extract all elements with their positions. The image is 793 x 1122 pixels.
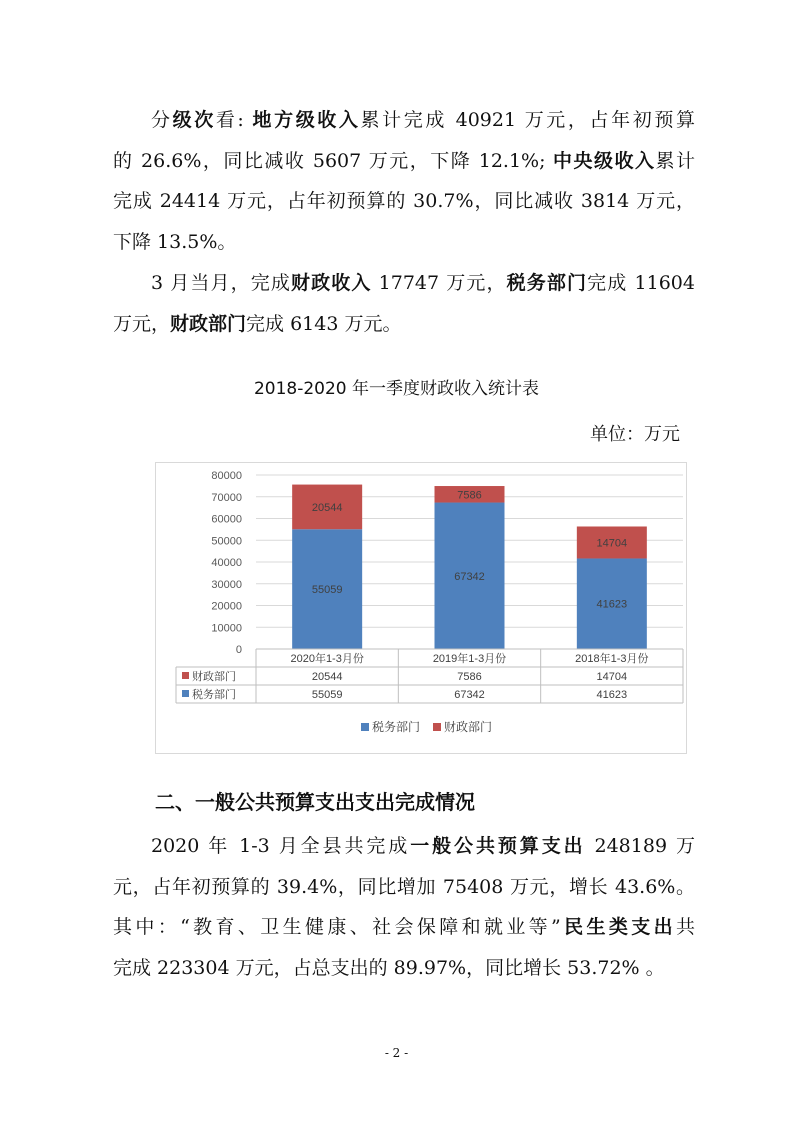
table-cell: 41623	[596, 689, 628, 701]
bold-text: 级次	[172, 109, 216, 131]
text: 分	[151, 109, 173, 131]
para3-line1	[113, 826, 695, 867]
table-cell: 67342	[454, 689, 485, 701]
table-cell: 7586	[457, 671, 482, 683]
para1-line1	[113, 100, 695, 141]
x-category-label: 2018年1-3月份	[575, 653, 649, 665]
y-tick-label: 10000	[211, 622, 242, 635]
y-tick-label: 80000	[211, 470, 242, 482]
section-heading: 二、一般公共预算支出支出完成情况	[155, 790, 475, 814]
chart-title: 2018-2020 年一季度财政收入统计表	[253, 379, 540, 399]
table-cell: 55059	[311, 689, 343, 701]
text: 累计完成 40921 万元，占年初预算	[360, 109, 695, 131]
bold-text: 民生类支出	[560, 916, 676, 938]
table-cell: 20544	[311, 671, 343, 683]
y-tick-label: 60000	[211, 513, 242, 526]
chart-container	[155, 462, 687, 754]
legend-label: 财政部门	[444, 720, 493, 734]
bar-data-label: 20544	[311, 501, 343, 514]
text: 3 月当月，完成	[151, 272, 291, 294]
para1-line4: 下降 13.5%。	[113, 230, 237, 253]
y-tick-label: 70000	[211, 491, 242, 504]
table-row-label: 税务部门	[192, 689, 236, 701]
y-tick-label: 50000	[211, 535, 242, 548]
table-cell: 14704	[596, 671, 628, 683]
y-tick-label: 0	[235, 644, 242, 656]
y-tick-label: 30000	[211, 578, 242, 591]
bar-data-label: 67342	[454, 570, 485, 583]
text: 万元，	[113, 312, 171, 335]
para1-line2	[113, 141, 695, 182]
table-legend-key	[182, 690, 189, 697]
paragraph-revenue-levels	[113, 100, 695, 262]
para1-line3: 完成 24414 万元，占年初预算的 30.7%，同比减收 3814 万元，	[113, 190, 695, 212]
legend-key	[361, 723, 369, 731]
paragraph-expenditure	[113, 826, 695, 988]
bold-text: 财政收入	[290, 272, 372, 294]
text: 248189 万	[585, 835, 695, 857]
bold-text: 财政部门	[170, 312, 247, 335]
legend-key	[433, 723, 441, 731]
x-category-label: 2020年1-3月份	[290, 653, 364, 665]
y-tick-label: 40000	[211, 557, 242, 569]
bar-data-label: 55059	[311, 584, 343, 597]
table-row-label: 财政部门	[192, 671, 236, 683]
unit-label: 单位：万元	[590, 424, 680, 445]
paragraph-march-revenue	[113, 263, 695, 344]
bold-text: 地方级收入	[252, 109, 361, 131]
bar-data-label: 14704	[596, 537, 628, 550]
page-number: - 2 -	[384, 1046, 409, 1060]
text: 累计	[655, 149, 695, 172]
bold-text: 税务部门	[506, 272, 588, 294]
para3-line2: 元，占年初预算的 39.4%，同比增加 75408 万元，增长 43.6%。	[113, 875, 695, 898]
table-legend-key	[182, 672, 189, 679]
text: 完成 11604	[587, 272, 695, 294]
bar-data-label: 41623	[596, 598, 628, 611]
text: 2020 年 1-3 月全县共完成	[151, 835, 411, 857]
para2-line1	[113, 263, 695, 304]
para3-line3	[113, 907, 695, 948]
bar-data-label: 7586	[457, 489, 482, 502]
text: 看:	[215, 109, 253, 131]
text: 17747 万元，	[371, 272, 507, 294]
bold-text: 一般公共预算支出	[410, 835, 586, 857]
y-tick-label: 20000	[211, 600, 242, 613]
text: 完成 6143 万元。	[246, 312, 402, 335]
text: 其中：“教育、卫生健康、社会保障和就业等”	[113, 916, 561, 938]
bold-text: 中央级收入	[553, 149, 656, 172]
legend-label: 税务部门	[372, 720, 421, 734]
para2-line2	[113, 304, 695, 345]
text: 的 26.6%，同比减收 5607 万元，下降 12.1%;	[113, 149, 554, 172]
stacked-bar-chart	[156, 463, 686, 753]
para3-line4: 完成 223304 万元，占总支出的 89.97%，同比增长 53.72% 。	[113, 956, 665, 979]
text: 共	[675, 916, 695, 938]
x-category-label: 2019年1-3月份	[432, 653, 507, 665]
